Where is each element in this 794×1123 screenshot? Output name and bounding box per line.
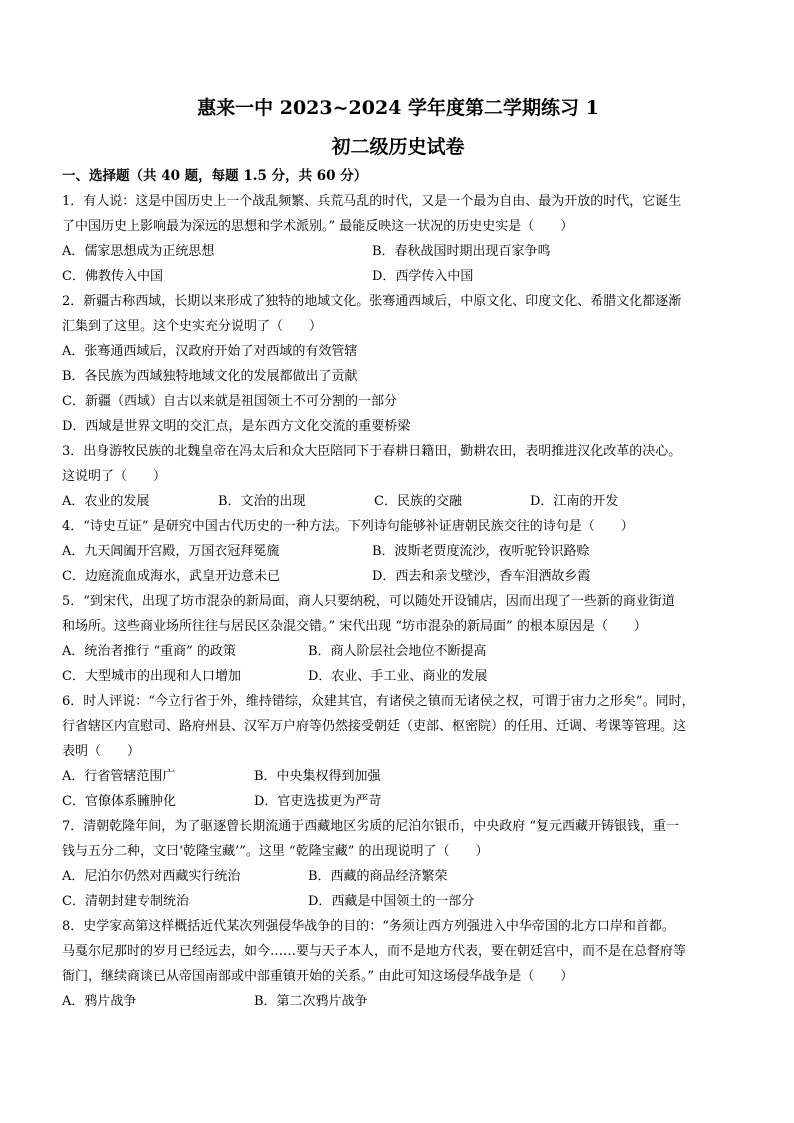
option-a: A．统治者推行 “重商” 的政策: [62, 644, 236, 659]
option-a: A．农业的发展: [62, 494, 150, 509]
question-stem-line: 表明（ ）: [62, 744, 141, 759]
option-c: C．官僚体系臃肿化: [62, 794, 176, 809]
options-row: [62, 539, 734, 564]
option-b: B．中央集权得到加强: [254, 769, 381, 784]
exam-page: [62, 94, 734, 1014]
options-row: [62, 264, 734, 289]
question-stem-line: 和场所。这些商业场所往往与居民区杂混交错。” 宋代出现 “坊市混杂的新局面” 的根本原因是（ ）: [62, 619, 647, 634]
question-stem-line: 8．史学家高第这样概括近代某次列强侵华战争的目的：“务须让西方列强进入中华帝国的北方口岸和首都。: [62, 919, 675, 934]
option-d: D．官吏选拔更为严苛: [254, 794, 382, 809]
question-3: [62, 439, 734, 514]
question-4: [62, 514, 734, 589]
question-7: [62, 814, 734, 914]
options-row: [62, 489, 734, 514]
options-row: [62, 789, 734, 814]
option-c: C．边庭流血成海水，武皇开边意未已: [62, 569, 280, 584]
exam-subtitle: 初二级历史试卷: [331, 136, 465, 158]
option-d: D．西藏是中国领土的一部分: [308, 894, 475, 909]
question-stem-line: 汇集到了这里。这个史实充分说明了（ ）: [62, 319, 323, 334]
option-c: C．新疆（西域）自古以来就是祖国领土不可分割的一部分: [62, 394, 397, 409]
option-a: A．儒家思想成为正统思想: [62, 244, 215, 259]
options-row: [62, 564, 734, 589]
question-6: [62, 689, 734, 814]
options-row: [62, 664, 734, 689]
question-stem-line: 2．新疆古称西域，长期以来形成了独特的地域文化。张骞通西域后，中原文化、印度文化、希腊文化都逐渐: [62, 294, 682, 309]
option-d: D．西去和亲戈壁沙，香车泪洒故乡霞: [372, 569, 591, 584]
question-stem-line: 3．出身游牧民族的北魏皇帝在冯太后和众大臣陪同下于春耕日籍田，勤耕农田，表明推进汉化改革的决心。: [62, 444, 682, 459]
question-stem-line: 7．清朝乾隆年间，为了驱逐曾长期流通于西藏地区劣质的尼泊尔银币，中央政府 “复元西藏开铸银钱，重一: [62, 819, 680, 834]
options-row: [62, 989, 734, 1014]
option-b: B．各民族为西域独特地域文化的发展都做出了贡献: [62, 369, 358, 384]
exam-title: 惠来一中 2023~2024 学年度第二学期练习 1: [197, 97, 599, 119]
option-d: D．农业、手工业、商业的发展: [308, 669, 488, 684]
option-d: D．江南的开发: [530, 494, 619, 509]
question-stem-line: 衙门，继续商谈已从帝国南部或中部重镇开始的关系。” 由此可知这场侵华战争是（ ）: [62, 969, 574, 984]
question-2: [62, 289, 734, 439]
question-stem-line: 行省辖区内宣慰司、路府州县、汉军万户府等仍然接受朝廷（吏部、枢密院）的任用、迁调、考课等管理。这: [62, 719, 687, 734]
option-c: C．清朝封建专制统治: [62, 894, 189, 909]
option-a: A．行省管辖范围广: [62, 769, 176, 784]
section-heading: 一、选择题（共 40 题，每题 1.5 分，共 60 分）: [62, 168, 368, 184]
option-a: A．鸦片战争: [62, 994, 137, 1009]
option-a: A．尼泊尔仍然对西藏实行统治: [62, 869, 241, 884]
question-stem-line: 马戛尔尼那时的岁月已经远去，如今……要与天子本人，而不是地方代表，要在朝廷宫中，而不是在总督府等: [62, 944, 687, 959]
option-d: D．西学传入中国: [372, 269, 474, 284]
question-8: [62, 914, 734, 1014]
options-row: [62, 239, 734, 264]
options-row: [62, 889, 734, 914]
options-row: [62, 639, 734, 664]
option-b: B．第二次鸦片战争: [254, 994, 368, 1009]
option-a: A．张骞通西域后，汉政府开始了对西域的有效管辖: [62, 344, 358, 359]
option-b: B．波斯老贾度流沙，夜听驼铃识路赊: [372, 544, 590, 559]
question-1: [62, 189, 734, 289]
option-c: C．大型城市的出现和人口增加: [62, 669, 241, 684]
option-c: C．佛教传入中国: [62, 269, 163, 284]
question-stem-line: 这说明了（ ）: [62, 469, 167, 484]
option-b: B．春秋战国时期出现百家争鸣: [372, 244, 551, 259]
question-stem-line: 1．有人说：这是中国历史上一个战乱频繁、兵荒马乱的时代，又是一个最为自由、最为开放的时代，它诞生: [62, 194, 682, 209]
question-stem-line: 钱与五分二种，文曰‘乾隆宝藏’”。这里 “乾隆宝藏” 的出现说明了（ ）: [62, 844, 489, 859]
question-stem-line: 5．“到宋代，出现了坊市混杂的新局面，商人只要纳税，可以随处开设铺店，因而出现了一些新的商业街道: [62, 594, 675, 609]
option-d: D．西域是世界文明的交汇点，是东西方文化交流的重要桥梁: [62, 419, 411, 434]
option-b: B．文治的出现: [218, 494, 306, 509]
question-stem-line: 6．时人评说：“今立行省于外，维持错综，众建其官，有诸侯之镇而无诸侯之权，可谓于宙力之形矣”。同时，: [62, 694, 695, 709]
question-stem-line: 4．“诗史互证” 是研究中国古代历史的一种方法。下列诗句能够补证唐朝民族交往的诗句是（ ）: [62, 519, 634, 534]
options-row: [62, 764, 734, 789]
question-5: [62, 589, 734, 689]
option-b: B．西藏的商品经济繁荣: [308, 869, 448, 884]
option-b: B．商人阶层社会地位不断提高: [308, 644, 487, 659]
option-a: A．九天阊阖开宫殿，万国衣冠拜冕旒: [62, 544, 280, 559]
question-stem-line: 了中国历史上影响最为深远的思想和学术派别。” 最能反映这一状况的历史史实是（ ）: [62, 219, 574, 234]
options-row: [62, 864, 734, 889]
option-c: C．民族的交融: [374, 494, 462, 509]
